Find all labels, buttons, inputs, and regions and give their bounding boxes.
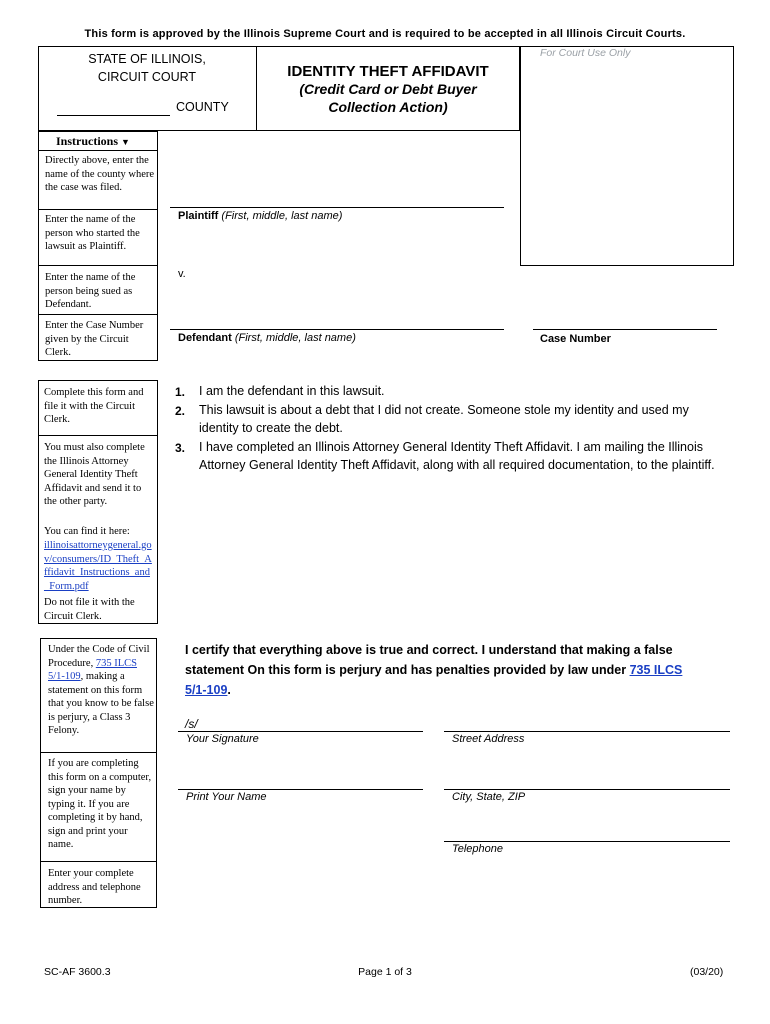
defendant-input-line[interactable] (170, 329, 504, 330)
county-label: COUNTY (176, 100, 229, 114)
form-subtitle-2: Collection Action) (328, 99, 448, 115)
instr-find-it: You can find it here: (44, 526, 130, 537)
county-input-line[interactable] (57, 115, 170, 116)
instr-county: Directly above, enter the name of the county where the case was filed. (45, 155, 155, 193)
instr-perjury (48, 643, 154, 738)
signature-value: /s/ (185, 717, 198, 731)
certification-body: I certify that everything above is true and correct. I understand that making a false statement On this form is perjury and has penalties provided by law under (185, 643, 673, 677)
statement-3-text: I have completed an Illinois Attorney General Identity Theft Affidavit. I am mailing the Illinois Attorney General Identity Theft Affidavit, along with all required documentation, to the plaintiff. (199, 440, 715, 472)
instr-box2-rule (39, 435, 157, 436)
instr-no-file: Do not file it with the Circuit Clerk. (44, 597, 135, 622)
court-label: CIRCUIT COURT (97, 70, 197, 84)
city-label: City, State, ZIP (452, 791, 526, 803)
form-id: SC-AF 3600.3 (44, 966, 111, 978)
city-input-line[interactable] (444, 789, 730, 790)
instructions-title: Instructions (56, 134, 119, 148)
instr-rule-2 (39, 209, 157, 210)
statement-2-text: This lawsuit is about a debt that I did not create. Someone stole my identity and used my identity to create the debt. (199, 403, 689, 435)
instr-ag-affidavit: You must also complete the Illinois Attorney General Identity Theft Affidavit and send it to the other party. (44, 442, 145, 507)
instr-rule-3 (39, 265, 157, 266)
telephone-input-line[interactable] (444, 841, 730, 842)
case-number-input-line[interactable] (533, 329, 717, 330)
defendant-label: Defendant (178, 332, 232, 344)
page-number: Page 1 of 3 (358, 966, 412, 978)
ag-form-link[interactable]: illinoisattorneygeneral.gov/consumers/ID_Theft_Affidavit_Instructions_and_Form.pdf (44, 540, 152, 592)
instr-rule-4 (39, 314, 157, 315)
instr-box3-rule-1 (41, 752, 156, 753)
statement-3-num: 3. (175, 441, 186, 455)
print-name-label: Print Your Name (186, 791, 267, 803)
instructions-header (56, 134, 130, 149)
telephone-label: Telephone (452, 843, 503, 855)
versus-label: v. (178, 268, 186, 280)
instr-box3-rule-2 (41, 861, 156, 862)
statement-2-num: 2. (175, 404, 186, 418)
defendant-field-label (178, 332, 356, 344)
perjury-text-pre: Under the Code of Civil Procedure, (48, 644, 150, 669)
signature-input-line[interactable] (178, 731, 423, 732)
instr-case-number: Enter the Case Number given by the Circuit Clerk. (45, 320, 144, 358)
perjury-statute-link[interactable]: 735 ILCS 5/1-109 (48, 657, 137, 682)
form-date: (03/20) (690, 966, 724, 978)
form-subtitle-1: (Credit Card or Debt Buyer (299, 81, 477, 97)
state-label: STATE OF ILLINOIS, (88, 52, 206, 66)
court-use-box (520, 46, 734, 266)
certification-text (185, 640, 685, 700)
plaintiff-hint: (First, middle, last name) (221, 210, 343, 222)
street-label: Street Address (452, 733, 525, 745)
perjury-text-post: , making a statement on this form that you know to be false is perjury, a Class 3 Felony. (48, 671, 154, 736)
signature-label: Your Signature (186, 733, 259, 745)
instr-plaintiff: Enter the name of the person who started the lawsuit as Plaintiff. (45, 214, 140, 252)
instr-rule-1 (39, 150, 157, 151)
certification-end: . (227, 683, 231, 697)
case-number-label: Case Number (540, 333, 611, 345)
form-title: IDENTITY THEFT AFFIDAVIT (287, 63, 489, 80)
header-divider (256, 46, 257, 131)
caret-down-icon: ▼ (121, 137, 130, 147)
defendant-hint: (First, middle, last name) (234, 332, 356, 344)
instr-complete: Complete this form and file it with the Circuit Clerk. (44, 387, 144, 425)
instr-defendant: Enter the name of the person being sued as Defendant. (45, 272, 136, 310)
court-use-label: For Court Use Only (540, 47, 631, 59)
plaintiff-input-line[interactable] (170, 207, 504, 208)
approval-note: This form is approved by the Illinois Supreme Court and is required to be accepted in all Illinois Circuit Courts. (84, 28, 686, 40)
statement-1-num: 1. (175, 385, 186, 399)
instr-sign: If you are completing this form on a computer, sign your name by typing it. If you are completing it by hand, sign and print your name. (48, 758, 152, 850)
instr-address: Enter your complete address and telephone number. (48, 868, 141, 906)
street-input-line[interactable] (444, 731, 730, 732)
print-name-input-line[interactable] (178, 789, 423, 790)
certification-statute-link[interactable]: 735 ILCS 5/1-109 (185, 663, 683, 697)
plaintiff-label: Plaintiff (178, 210, 219, 222)
statement-1-text: I am the defendant in this lawsuit. (199, 384, 385, 398)
plaintiff-field-label (178, 210, 342, 222)
